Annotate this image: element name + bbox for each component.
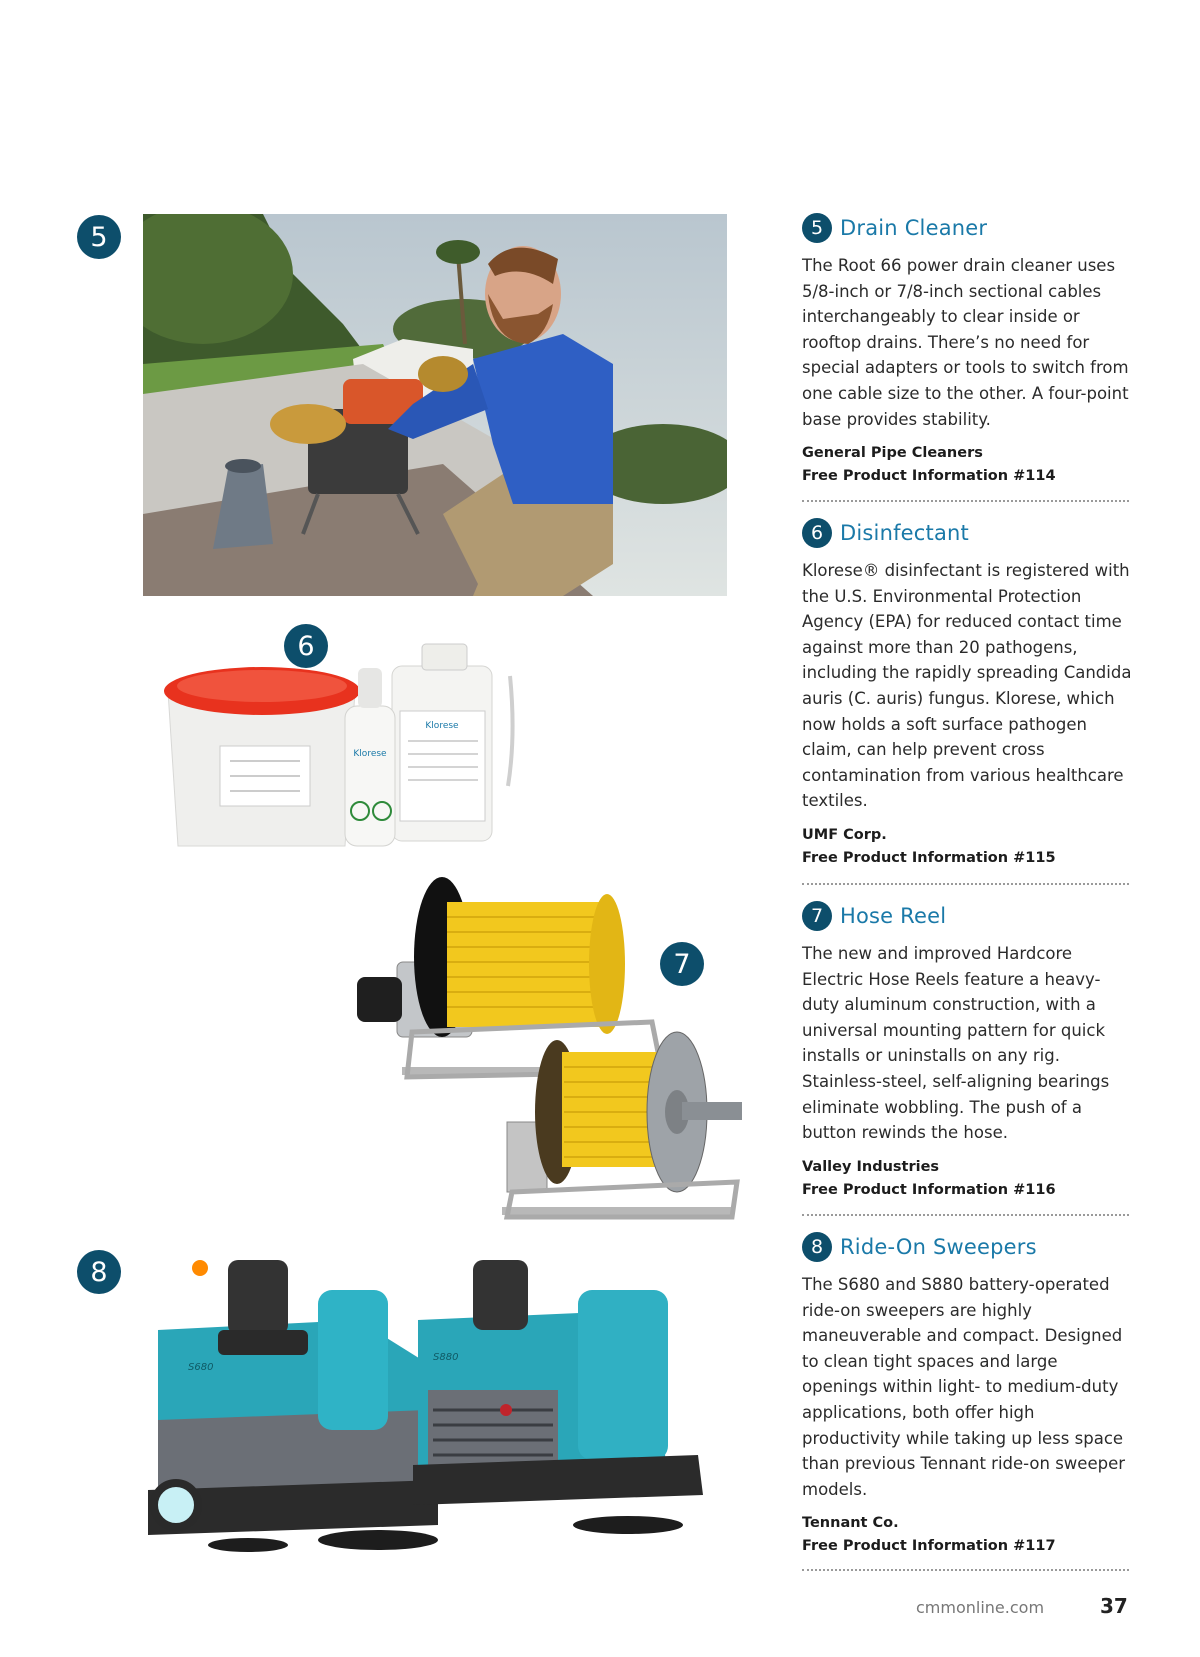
- footer-website[interactable]: cmmonline.com: [916, 1598, 1045, 1617]
- product-header: [802, 518, 1132, 548]
- ride-on-sweepers-photo: [128, 1250, 728, 1560]
- product-description: Klorese® disinfectant is registered with the U.S. Environmental Protection Agency (EPA) for reduced contact time against more than 20 pathogens, including the rapidly spreading Candida auris (C. auris) fungus. Klorese, which now holds a soft surface pathogen claim, can help prevent cross contamination from various healthcare textiles.: [802, 561, 1132, 811]
- image-badge-7: 7: [660, 942, 704, 986]
- company-name: UMF Corp.: [802, 826, 887, 843]
- divider: [802, 500, 1129, 502]
- product-title: Ride-On Sweepers: [840, 1235, 1037, 1259]
- divider: [802, 1569, 1129, 1571]
- product-header: [802, 1232, 1132, 1262]
- product-disinfectant: [802, 518, 1132, 870]
- svg-text:S880: S880: [433, 1352, 459, 1363]
- svg-text:S680: S680: [188, 1362, 214, 1373]
- number-badge: 6: [802, 518, 832, 548]
- hose-reel-photo: [352, 872, 752, 1232]
- svg-text:Klorese: Klorese: [425, 721, 459, 731]
- number-badge: 8: [802, 1232, 832, 1262]
- company-name: Tennant Co.: [802, 1515, 899, 1532]
- number-badge: 7: [802, 901, 832, 931]
- product-info-link[interactable]: Free Product Information #116: [802, 1181, 1056, 1198]
- product-drain-cleaner: [802, 213, 1132, 488]
- company-name: General Pipe Cleaners: [802, 445, 983, 462]
- product-hose-reel: [802, 901, 1132, 1202]
- number-badge: 5: [802, 213, 832, 243]
- page-number: 37: [1100, 1594, 1128, 1618]
- product-info-link[interactable]: Free Product Information #114: [802, 468, 1056, 485]
- image-badge-8: 8: [77, 1250, 121, 1294]
- drain-cleaner-photo: [143, 214, 727, 596]
- product-description: The new and improved Hardcore Electric Hose Reels feature a heavy-duty aluminum construction, with a universal mounting pattern for quick installs or uninstalls on any rig. Stainless-steel, self-aligning bearings eliminate wobbling. The push of a button rewinds the hose.: [802, 944, 1110, 1143]
- product-title: Drain Cleaner: [840, 216, 988, 240]
- image-badge-5: 5: [77, 215, 121, 259]
- company-name: Valley Industries: [802, 1158, 940, 1175]
- disinfectant-photo: [160, 636, 530, 856]
- product-description: The Root 66 power drain cleaner uses 5/8-inch or 7/8-inch sectional cables interchangeably to clear inside or rooftop drains. There’s no need for special adapters or tools to switch from one cable size to the other. A four-point base provides stability.: [802, 256, 1129, 429]
- product-description: The S680 and S880 battery-operated ride-on sweepers are highly maneuverable and compact. Designed to clean tight spaces and large openings within light- to medium-duty applications, both offer high productivity while taking up less space than previous Tennant ride-on sweeper models.: [802, 1275, 1126, 1499]
- image-badge-6: 6: [284, 624, 328, 668]
- product-header: [802, 213, 1132, 243]
- product-info-link[interactable]: Free Product Information #115: [802, 849, 1056, 866]
- product-info-link[interactable]: Free Product Information #117: [802, 1538, 1056, 1555]
- product-title: Disinfectant: [840, 521, 969, 545]
- product-ride-on-sweepers: [802, 1232, 1132, 1558]
- product-header: [802, 901, 1132, 931]
- divider: [802, 883, 1129, 885]
- svg-text:Klorese: Klorese: [353, 749, 387, 759]
- product-title: Hose Reel: [840, 904, 947, 928]
- divider: [802, 1214, 1129, 1216]
